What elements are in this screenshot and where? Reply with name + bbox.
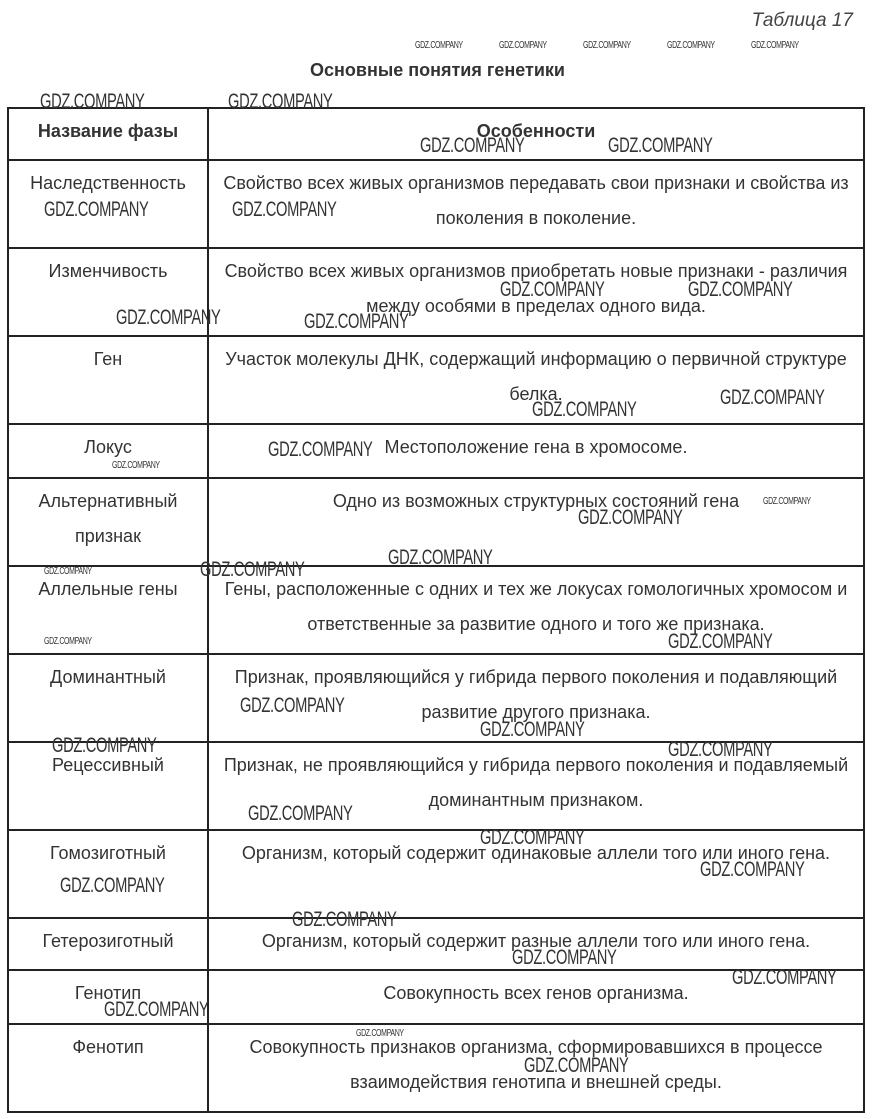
watermark: GDZ.COMPANY	[40, 90, 145, 113]
watermark: GDZ.COMPANY	[732, 966, 837, 989]
watermark: GDZ.COMPANY	[44, 566, 92, 577]
term-cell: Гетерозиготный	[8, 918, 208, 970]
definition-cell: Признак, не проявляющийся у гибрида первого поколения и подавляемый доминантным признаком.	[208, 742, 864, 830]
table-row	[8, 918, 864, 970]
watermark: GDZ.COMPANY	[500, 278, 605, 301]
watermark: GDZ.COMPANY	[512, 946, 617, 969]
term-cell: Фенотип	[8, 1024, 208, 1112]
definition-cell: Совокупность признаков организма, сформировавшихся в процессе взаимодействия генотипа и внешней среды.	[208, 1024, 864, 1112]
term-cell: Ген	[8, 336, 208, 424]
genetics-terms-table	[7, 107, 865, 1113]
table-row	[8, 970, 864, 1024]
watermark: GDZ.COMPANY	[667, 40, 715, 51]
watermark: GDZ.COMPANY	[420, 134, 525, 157]
definition-cell: Свойство всех живых организмов приобретать новые признаки - различия между особями в пределах одного вида.	[208, 248, 864, 336]
definition-cell: Организм, который содержит разные аллели того или иного гена.	[208, 918, 864, 970]
term-cell: Аллельные гены	[8, 566, 208, 654]
header-term: Название фазы	[8, 108, 208, 160]
term-cell: Изменчивость	[8, 248, 208, 336]
table-row	[8, 566, 864, 654]
term-cell: Локус	[8, 424, 208, 478]
watermark: GDZ.COMPANY	[356, 1028, 404, 1039]
term-cell: Рецессивный	[8, 742, 208, 830]
term-cell: Наследственность	[8, 160, 208, 248]
watermark: GDZ.COMPANY	[60, 874, 165, 897]
table-row	[8, 478, 864, 566]
watermark: GDZ.COMPANY	[304, 310, 409, 333]
header-definition: Особенности	[208, 108, 864, 160]
watermark: GDZ.COMPANY	[228, 90, 333, 113]
watermark: GDZ.COMPANY	[608, 134, 713, 157]
watermark: GDZ.COMPANY	[700, 858, 805, 881]
watermark: GDZ.COMPANY	[248, 802, 353, 825]
watermark: GDZ.COMPANY	[232, 198, 337, 221]
definition-cell: Совокупность всех генов организма.	[208, 970, 864, 1024]
definition-cell: Свойство всех живых организмов передавать свои признаки и свойства из поколения в поколение.	[208, 160, 864, 248]
definition-cell: Одно из возможных структурных состояний гена	[208, 478, 864, 566]
watermark: GDZ.COMPANY	[532, 398, 637, 421]
watermark: GDZ.COMPANY	[200, 558, 305, 581]
table-row	[8, 336, 864, 424]
watermark: GDZ.COMPANY	[720, 386, 825, 409]
watermark: GDZ.COMPANY	[104, 998, 209, 1021]
watermark: GDZ.COMPANY	[668, 738, 773, 761]
table-header-row	[8, 108, 864, 160]
table-row	[8, 424, 864, 478]
watermark: GDZ.COMPANY	[480, 718, 585, 741]
watermark: GDZ.COMPANY	[415, 40, 463, 51]
watermark: GDZ.COMPANY	[44, 636, 92, 647]
watermark: GDZ.COMPANY	[763, 496, 811, 507]
term-cell: Гомозиготный	[8, 830, 208, 918]
table-number: Таблица 17	[751, 10, 853, 31]
definition-cell: Участок молекулы ДНК, содержащий информацию о первичной структуре белка.	[208, 336, 864, 424]
watermark: GDZ.COMPANY	[112, 460, 160, 471]
table-row	[8, 654, 864, 742]
table-row	[8, 1024, 864, 1112]
watermark: GDZ.COMPANY	[668, 630, 773, 653]
table-row	[8, 742, 864, 830]
watermark: GDZ.COMPANY	[292, 908, 397, 931]
watermark: GDZ.COMPANY	[388, 546, 493, 569]
watermark: GDZ.COMPANY	[240, 694, 345, 717]
definition-cell: Признак, проявляющийся у гибрида первого поколения и подавляющий развитие другого признака.	[208, 654, 864, 742]
watermark: GDZ.COMPANY	[583, 40, 631, 51]
term-cell: Доминантный	[8, 654, 208, 742]
table-row	[8, 160, 864, 248]
term-cell: Генотип	[8, 970, 208, 1024]
watermark: GDZ.COMPANY	[524, 1054, 629, 1077]
watermark: GDZ.COMPANY	[578, 506, 683, 529]
page-title: Основные понятия генетики	[310, 60, 565, 80]
watermark: GDZ.COMPANY	[268, 438, 373, 461]
watermark: GDZ.COMPANY	[499, 40, 547, 51]
watermark: GDZ.COMPANY	[480, 826, 585, 849]
definition-cell: Гены, расположенные с одних и тех же локусах гомологичных хромосом и ответственные за развитие одного и того же признака.	[208, 566, 864, 654]
watermark: GDZ.COMPANY	[116, 306, 221, 329]
watermark: GDZ.COMPANY	[751, 40, 799, 51]
table-row	[8, 248, 864, 336]
watermark: GDZ.COMPANY	[44, 198, 149, 221]
definition-cell: Организм, который содержит одинаковые аллели того или иного гена.	[208, 830, 864, 918]
table-row	[8, 830, 864, 918]
definition-cell: Местоположение гена в хромосоме.	[208, 424, 864, 478]
term-cell: Альтернативный признак	[8, 478, 208, 566]
watermark: GDZ.COMPANY	[52, 734, 157, 757]
watermark: GDZ.COMPANY	[688, 278, 793, 301]
